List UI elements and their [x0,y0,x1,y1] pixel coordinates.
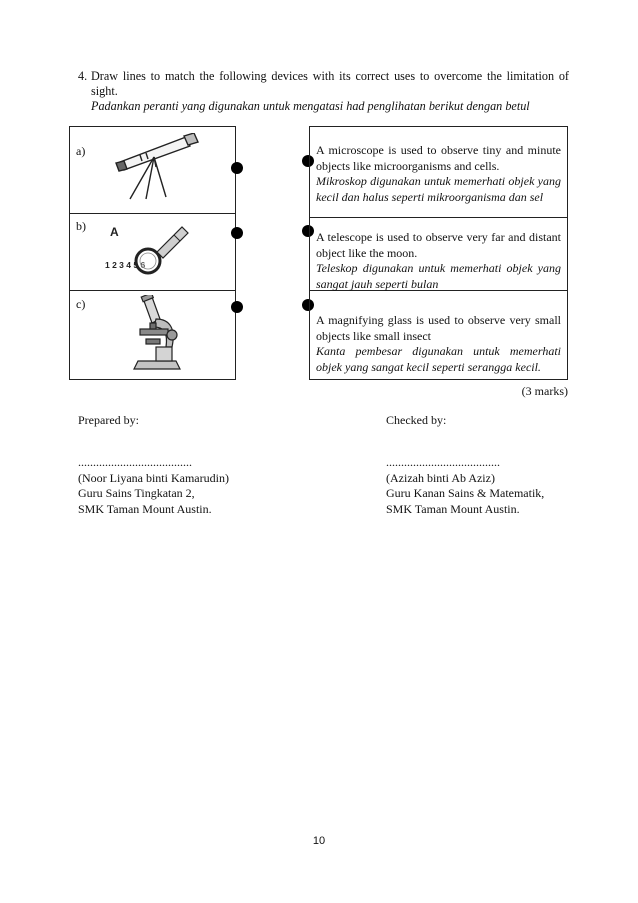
microscope-icon [132,295,192,377]
device-row-a [70,127,235,214]
device-label-b: b) [76,219,86,233]
question-text-english: Draw lines to match the following devices with its correct uses to overcome the limitation of sight. [91,69,569,98]
checked-role: Guru Kanan Sains & Matematik, [386,486,545,500]
prepared-by-label: Prepared by: [78,413,139,427]
prepared-signature-line: ...................................... [78,455,192,469]
device-c-dot[interactable] [231,301,243,313]
magnifier-scale: 1 2 3 4 5 6 [105,260,146,270]
telescope-icon [110,133,210,201]
magnifying-glass-icon [104,219,204,285]
prepared-role: Guru Sains Tingkatan 2, [78,486,195,500]
use-1-malay: Mikroskop digunakan untuk memerhati objek yang kecil dan halus seperti mikroorganisma dan sel [316,174,561,204]
checked-by-block [386,455,544,517]
use-1-english: A microscope is used to observe tiny and minute objects like microorganisms and cells. [316,143,561,173]
marks-label: (3 marks) [521,384,568,398]
question-text-malay: Padankan peranti yang digunakan untuk mengatasi had penglihatan berikut dengan betul [91,99,530,113]
prepared-school: SMK Taman Mount Austin. [78,501,212,516]
use-2-malay: Teleskop digunakan untuk memerhati objek yang sangat jauh seperti bulan [316,261,561,291]
device-row-b [70,214,235,291]
question-number: 4. [78,69,88,83]
use-3-english: A magnifying glass is used to observe very small objects like small insect [316,313,561,343]
checked-school: SMK Taman Mount Austin. [386,501,520,516]
use-cell-telescope [310,218,567,291]
checked-name: (Azizah binti Ab Aziz) [386,470,495,485]
devices-table [69,126,236,380]
use-3-malay: Kanta pembesar digunakan untuk memerhati objek yang sangat kecil seperti serangga kecil. [316,344,561,374]
use-2-english: A telescope is used to observe very far and distant object like the moon. [316,230,561,260]
device-label-a: a) [76,144,86,158]
device-label-c: c) [76,297,86,311]
device-b-dot[interactable] [231,227,243,239]
device-row-c [70,291,235,379]
uses-table [309,126,568,380]
use-cell-microscope [310,127,567,218]
page-number: 10 [312,835,326,847]
checked-by-label: Checked by: [386,413,447,427]
checked-signature-line: ...................................... [386,455,500,469]
device-a-dot[interactable] [231,162,243,174]
prepared-by-block [78,455,229,517]
use-cell-magnifier [310,291,567,379]
prepared-name: (Noor Liyana binti Kamarudin) [78,470,229,485]
magnifier-letter: A [110,225,119,239]
